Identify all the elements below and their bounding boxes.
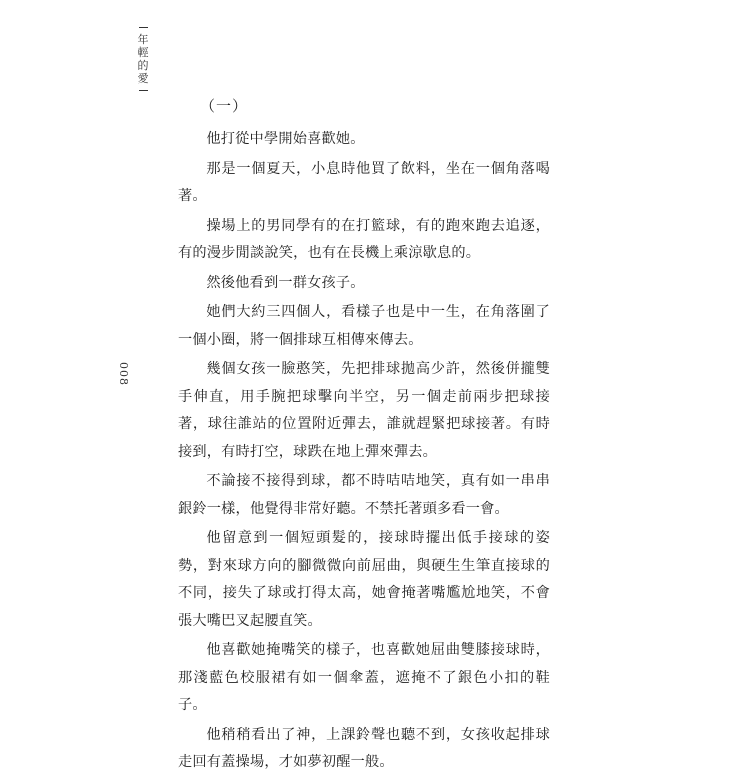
paragraph: 她們大約三四個人，看樣子也是中一生，在角落圍了一個小圈，將一個排球互相傳來傳去。 <box>178 304 550 348</box>
header-title-char: 的 <box>137 59 149 72</box>
body-text <box>178 93 550 779</box>
header-dash-top <box>139 27 148 28</box>
running-header <box>134 22 152 96</box>
paragraph: 他留意到一個短頭髮的，接球時擺出低手接球的姿勢，對來球方向的腳微微向前屈曲，與硬生生筆直接球的不同，接失了球或打得太高，她會掩著嘴尷尬地笑，不會張大嘴巴叉起腰直笑。 <box>178 530 550 629</box>
paragraph: 他打從中學開始喜歡她。 <box>206 131 365 147</box>
paragraph: 幾個女孩一臉憨笑，先把排球拋高少許，然後併攏雙手伸直，用手腕把球擊向半空，另一個走前兩步把球接著，球往誰站的位置附近彈去，誰就趕緊把球接著。有時接到，有時打空，球跌在地上彈來彈去。 <box>178 361 550 460</box>
paragraph: 他喜歡她掩嘴笑的樣子，也喜歡她屈曲雙膝接球時，那淺藍色校服裙有如一個傘蓋，遮掩不了銀色小扣的鞋子。 <box>178 642 550 713</box>
header-title-char: 年 <box>137 33 149 46</box>
paragraph: 不論接不接得到球，都不時咭咭地笑，真有如一串串銀鈴一樣，他覺得非常好聽。不禁托著頭多看一會。 <box>178 473 550 517</box>
paragraph: 那是一個夏天，小息時他買了飲料，坐在一個角落喝著。 <box>178 160 550 204</box>
paragraph: 操場上的男同學有的在打籃球，有的跑來跑去追逐，有的漫步閒談說笑，也有在長機上乘涼歇息的。 <box>178 217 550 261</box>
header-title-char: 愛 <box>137 72 149 85</box>
page-number: 008 <box>117 362 130 386</box>
header-title-char: 輕 <box>137 46 149 59</box>
header-dash-bottom <box>139 90 148 91</box>
chapter-heading: （一） <box>200 97 249 115</box>
paragraph: 他稍稍看出了神，上課鈴聲也聽不到，女孩收起排球走回有蓋操場，才如夢初醒一般。 <box>178 726 550 770</box>
paragraph: 然後他看到一群女孩子。 <box>206 274 365 291</box>
